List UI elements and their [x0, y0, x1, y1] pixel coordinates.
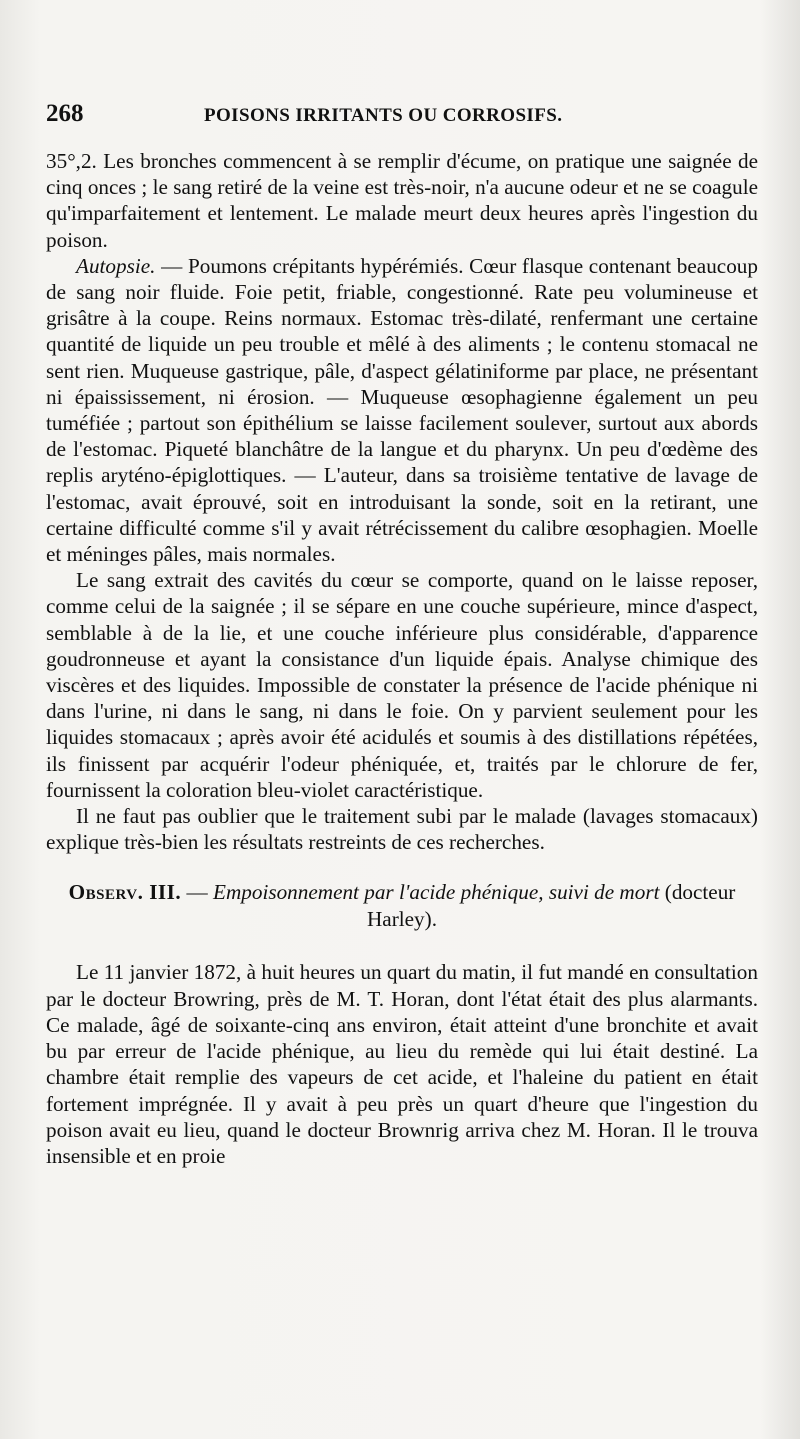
paragraph-continuation [46, 148, 758, 253]
page-number: 268 [46, 100, 84, 127]
observation-label: Observ. III. [68, 880, 182, 905]
observation-author: (docteur Harley). [367, 880, 736, 932]
observation-title: Empoisonnement par l'acide phénique, suivi de mort [213, 880, 660, 905]
paragraph-text: 35°,2. Les bronches commencent à se remplir d'écume, on pratique une saignée de cinq onces ; le sang retiré de la veine est très-noir, n'a aucune odeur et ne se coagule qu'imparfaitement et lentement. Le malade meurt deux heures après l'ingestion du poison. [46, 149, 758, 252]
paragraph-treatment-note [46, 803, 758, 855]
autopsie-label: Autopsie. [76, 253, 156, 278]
observation-heading [46, 879, 758, 933]
paragraph-text: Il ne faut pas oublier que le traitement subi par le malade (lavages stomacaux) explique très-bien les résultats restreints de ces recherches. [46, 804, 758, 855]
paragraph-case-report [46, 959, 758, 1169]
paragraph-blood-analysis [46, 567, 758, 803]
paragraph-text: Le sang extrait des cavités du cœur se comporte, quand on le laisse reposer, comme celui de la saignée ; il se sépare en une couche supérieure, mince d'aspect, semblable à de la lie, et une couche inférieure plus considérable, d'apparence goudronneuse et ayant la consistance d'un liquide épais. Analyse chimique des viscères et des liquides. Impossible de constater la présence de l'acide phénique ni dans l'urine, ni dans le sang, ni dans le foie. On y parvient seulement pour les liquides stomacaux ; après avoir été acidulés et soumis à des distillations répétées, ils finissent par acquérir l'odeur phéniquée, et, traités par le chlorure de fer, fournissent la coloration bleu-violet caractéristique. [46, 568, 758, 802]
observation-dash: — [181, 880, 214, 905]
running-title: POISONS IRRITANTS OU CORROSIFS. [204, 105, 563, 126]
page-body [46, 148, 758, 1169]
page-header [46, 100, 758, 134]
paragraph-autopsie [46, 253, 758, 567]
paragraph-text: Le 11 janvier 1872, à huit heures un quart du matin, il fut mandé en consultation par le docteur Browring, près de M. T. Horan, dont l'état était des plus alarmants. Ce malade, âgé de soixante-cinq ans environ, était atteint d'une bronchite et avait bu par erreur de l'acide phénique, au lieu du remède qui lui était destiné. La chambre était remplie des vapeurs de cet acide, et l'haleine du patient en était fortement imprégnée. Il y avait à peu près un quart d'heure que l'ingestion du poison avait eu lieu, quand le docteur Brownrig arriva chez M. Horan. Il le trouva insensible et en proie [46, 960, 758, 1168]
paragraph-text: — Poumons crépitants hypérémiés. Cœur flasque contenant beaucoup de sang noir fluide. Foie petit, friable, congestionné. Rate peu volumineuse et grisâtre à la coupe. Reins normaux. Estomac très-dilaté, renfermant une certaine quantité de liquide un peu trouble et mêlé à des aliments ; le contenu stomacal ne sent rien. Muqueuse gastrique, pâle, d'aspect gélatiniforme par place, ne présentant ni épaississement, ni érosion. — Muqueuse œsophagienne également un peu tuméfiée ; partout son épithélium se laisse facilement soulever, surtout aux abords de l'estomac. Piqueté blanchâtre de la langue et du pharynx. Un peu d'œdème des replis aryténo-épiglottiques. — L'auteur, dans sa troisième tentative de lavage de l'estomac, avait éprouvé, soit en introduisant la sonde, soit en la retirant, une certaine difficulté comme s'il y avait rétrécissement du calibre œsophagien. Moelle et méninges pâles, mais normales. [46, 253, 758, 567]
